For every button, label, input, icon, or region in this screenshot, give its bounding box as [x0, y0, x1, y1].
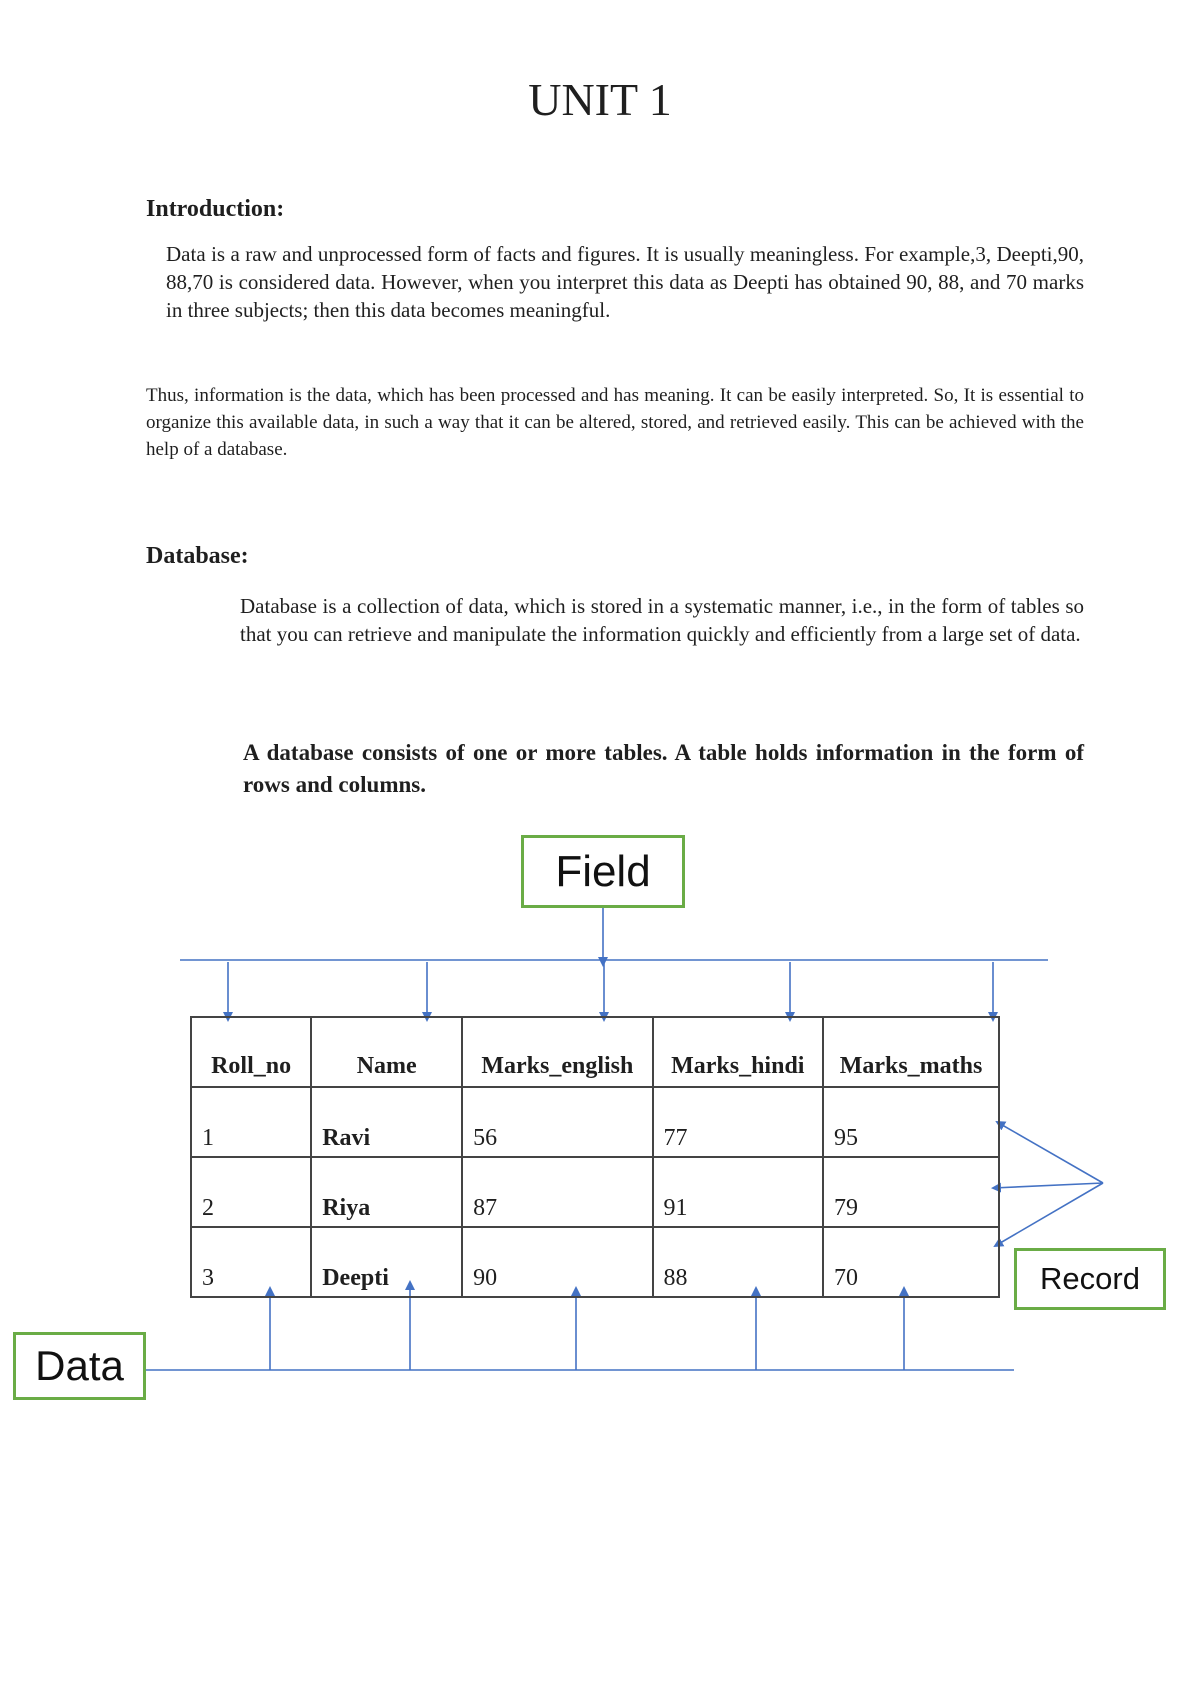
- field-callout: Field: [521, 835, 685, 908]
- table-cell: 3: [191, 1227, 311, 1297]
- introduction-heading: Introduction:: [146, 196, 285, 222]
- table-cell: 79: [823, 1157, 999, 1227]
- table-cell: 87: [462, 1157, 652, 1227]
- table-row: [191, 1087, 999, 1157]
- data-callout: Data: [13, 1332, 146, 1400]
- column-header: Marks_maths: [823, 1017, 999, 1087]
- page-title: UNIT 1: [528, 74, 672, 125]
- table-cell: 95: [823, 1087, 999, 1157]
- table-cell: 2: [191, 1157, 311, 1227]
- introduction-paragraph-1: Data is a raw and unprocessed form of facts and figures. It is usually meaningless. For example,3, Deepti,90, 88,70 is considered data. However, when you interpret this data as Deepti has obtained 90, 88, and 70 marks in three subjects; then this data becomes meaningful.: [166, 242, 1084, 322]
- table-cell: 88: [653, 1227, 824, 1297]
- record-arrow-row1: [997, 1122, 1103, 1183]
- record-arrow-row3: [995, 1183, 1103, 1246]
- column-header: Roll_no: [191, 1017, 311, 1087]
- record-arrow-row2: [993, 1183, 1103, 1188]
- table-cell: 90: [462, 1227, 652, 1297]
- table-cell: 70: [823, 1227, 999, 1297]
- table-row: [191, 1157, 999, 1227]
- table-cell: 56: [462, 1087, 652, 1157]
- table-cell: 1: [191, 1087, 311, 1157]
- table-cell: Ravi: [311, 1087, 462, 1157]
- introduction-paragraph-2: Thus, information is the data, which has been processed and has meaning. It can be easily interpreted. So, It is essential to organize this available data, in such a way that it can be altered, stored, and retrieved easily. This can be achieved with the help of a database.: [146, 385, 1084, 460]
- table-cell: Deepti: [311, 1227, 462, 1297]
- table-row: [191, 1227, 999, 1297]
- table-header-row: [191, 1017, 999, 1087]
- column-header: Marks_hindi: [653, 1017, 824, 1087]
- table-cell: 91: [653, 1157, 824, 1227]
- database-heading: Database:: [146, 543, 249, 569]
- student-table: [190, 1016, 1000, 1298]
- record-callout: Record: [1014, 1248, 1166, 1310]
- column-header: Marks_english: [462, 1017, 652, 1087]
- table-cell: Riya: [311, 1157, 462, 1227]
- column-header: Name: [311, 1017, 462, 1087]
- table-cell: 77: [653, 1087, 824, 1157]
- database-paragraph-2: A database consists of one or more tables. A table holds information in the form of rows and columns.: [243, 740, 1084, 797]
- database-paragraph-1: Database is a collection of data, which is stored in a systematic manner, i.e., in the form of tables so that you can retrieve and manipulate the information quickly and efficiently from a large set of data.: [240, 594, 1084, 646]
